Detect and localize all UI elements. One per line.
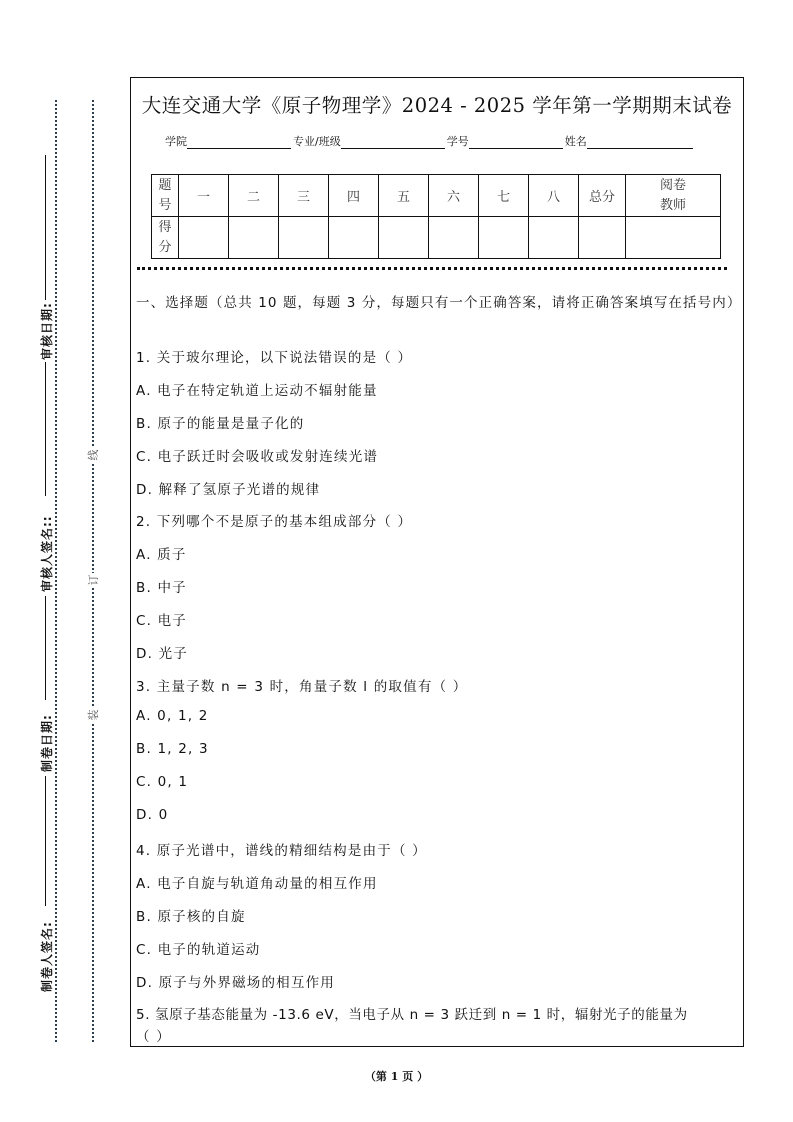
reviewer-signature-label: 审核人签名:: [40, 515, 54, 592]
score-table [151, 174, 721, 259]
student-info-row [165, 133, 695, 149]
question-1-option-b: B. 原子的能量是量子化的 [136, 416, 305, 432]
binding-mark-line: 线 [87, 449, 100, 461]
binding-mark-bind: 装 [87, 709, 100, 721]
score-cell-3[interactable] [279, 217, 329, 259]
question-1-stem: 1. 关于玻尔理论，以下说法错误的是（ ） [136, 350, 413, 366]
score-table-score-row [152, 217, 721, 259]
college-label: 学院 [165, 135, 187, 148]
question-3-option-a: A. 0, 1, 2 [136, 708, 209, 724]
question-number-header: 题号 [152, 175, 179, 217]
exam-frame [130, 77, 744, 1047]
name-field[interactable] [587, 136, 693, 149]
column-2: 二 [229, 175, 279, 217]
binding-dotted-line-inner [55, 100, 57, 1042]
review-date-label: 审核日期: [40, 302, 54, 360]
question-3-option-b: B. 1, 2, 3 [136, 741, 209, 757]
score-table-header-row [152, 175, 721, 217]
paper-maker-signature-line [45, 776, 46, 906]
student-id-field[interactable] [469, 136, 563, 149]
question-4-option-b: B. 原子核的自旋 [136, 909, 246, 925]
reviewer-header-line2: 教师 [659, 197, 686, 213]
question-2-stem: 2. 下列哪个不是原子的基本组成部分（ ） [136, 514, 413, 530]
question-5-stem: 5. 氢原子基态能量为 -13.6 eV，当电子从 n = 3 跃迁到 n = 1 时，辐射光子的能量为 [136, 1007, 688, 1023]
section-1-intro: 一、选择题（总共 10 题，每题 3 分，每题只有一个正确答案，请将正确答案填写在括号内） [136, 295, 742, 311]
college-field[interactable] [187, 136, 291, 149]
dotted-separator [137, 267, 727, 270]
question-3-stem: 3. 主量子数 n = 3 时，角量子数 l 的取值有（ ） [136, 679, 468, 695]
exam-title: 大连交通大学《原子物理学》2024 - 2025 学年第一学期期末试卷 [141, 94, 733, 117]
total-score-header: 总分 [579, 175, 626, 217]
page-number: （第 1 页 ） [364, 1070, 429, 1083]
column-1: 一 [179, 175, 229, 217]
question-2-option-b: B. 中子 [136, 580, 187, 596]
question-2-option-d: D. 光子 [136, 646, 188, 662]
question-4-option-d: D. 原子与外界磁场的相互作用 [136, 975, 335, 991]
score-cell-7[interactable] [479, 217, 529, 259]
major-class-field[interactable] [341, 136, 445, 149]
question-1-option-c: C. 电子跃迁时会吸收或发射连续光谱 [136, 449, 379, 465]
question-2-option-c: C. 电子 [136, 613, 188, 629]
column-8: 八 [529, 175, 579, 217]
question-2-option-a: A. 质子 [136, 547, 187, 563]
question-4-option-a: A. 电子自旋与轨道角动量的相互作用 [136, 876, 378, 892]
paper-date-line [45, 596, 46, 700]
score-cell-8[interactable] [529, 217, 579, 259]
paper-maker-signature-label: 制卷人签名: [40, 921, 54, 992]
score-cell-5[interactable] [379, 217, 429, 259]
score-cell-total[interactable] [579, 217, 626, 259]
reviewer-header [626, 175, 721, 217]
review-date-line [45, 155, 46, 300]
major-class-label: 专业/班级 [293, 135, 341, 148]
score-cell-1[interactable] [179, 217, 229, 259]
score-cell-4[interactable] [329, 217, 379, 259]
score-cell-6[interactable] [429, 217, 479, 259]
question-3-option-c: C. 0, 1 [136, 774, 189, 790]
column-4: 四 [329, 175, 379, 217]
student-id-label: 学号 [446, 135, 469, 148]
score-row-header: 得分 [152, 217, 179, 259]
score-cell-reviewer[interactable] [626, 217, 721, 259]
column-5: 五 [379, 175, 429, 217]
column-6: 六 [429, 175, 479, 217]
name-label: 姓名 [564, 135, 587, 148]
binding-dotted-line-outer [92, 100, 94, 1042]
question-5-stem-continued: （ ） [136, 1029, 171, 1045]
column-7: 七 [479, 175, 529, 217]
reviewer-signature-line [45, 362, 46, 496]
question-1-option-d: D. 解释了氢原子光谱的规律 [136, 482, 321, 498]
paper-date-label: 制卷日期: [40, 714, 54, 772]
question-4-option-c: C. 电子的轨道运动 [136, 942, 261, 958]
score-cell-2[interactable] [229, 217, 279, 259]
question-4-stem: 4. 原子光谱中，谱线的精细结构是由于（ ） [136, 843, 427, 859]
question-1-option-a: A. 电子在特定轨道上运动不辐射能量 [136, 383, 378, 399]
column-3: 三 [279, 175, 329, 217]
reviewer-header-line1: 阅卷 [659, 177, 686, 193]
question-3-option-d: D. 0 [136, 807, 169, 823]
binding-mark-order: 订 [87, 574, 100, 586]
